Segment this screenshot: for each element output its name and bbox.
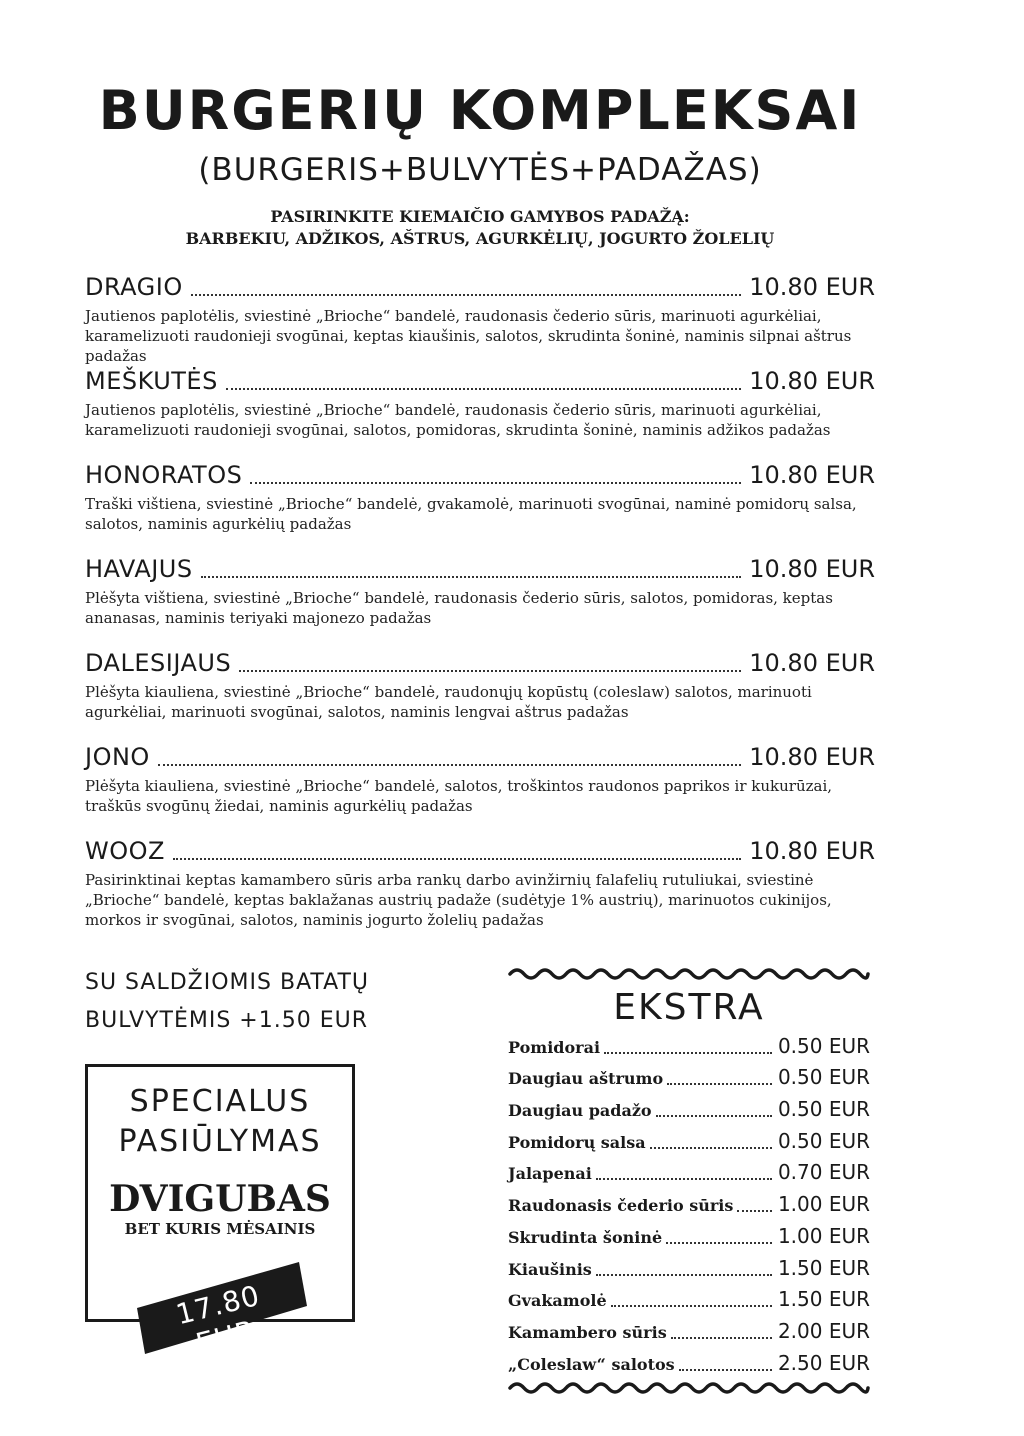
item-price: 10.80 EUR	[749, 461, 875, 489]
menu-item-honoratos	[85, 456, 875, 550]
ekstra-name: Pomidorų salsa	[508, 1132, 646, 1152]
ekstra-row	[508, 1185, 870, 1217]
dot-leader	[191, 293, 742, 296]
ekstra-price: 1.50 EUR	[777, 1287, 870, 1312]
sauce-line-1: PASIRINKITE KIEMAIČIO GAMYBOS PADAŽĄ:	[270, 207, 690, 226]
ekstra-price: 1.00 EUR	[777, 1223, 870, 1248]
ekstra-price: 2.00 EUR	[777, 1318, 870, 1343]
dot-leader	[239, 669, 741, 672]
item-price: 10.80 EUR	[749, 649, 875, 677]
page-subtitle: (BURGERIS+BULVYTĖS+PADAŽAS)	[198, 152, 762, 188]
menu-item-wooz	[85, 832, 875, 929]
item-description: Traški vištiena, sviestinė „Brioche“ bandelė, gvakamolė, marinuoti svogūnai, naminė pomidorų salsa, salotos, naminis agurkėlių padažas	[85, 495, 857, 533]
special-offer-line-1: SPECIALUS	[129, 1084, 311, 1119]
ekstra-row	[508, 1249, 870, 1281]
wave-divider-top	[508, 964, 870, 984]
ekstra-name: Daugiau padažo	[508, 1101, 652, 1121]
dot-leader	[201, 575, 742, 578]
special-price-tag	[137, 1262, 307, 1361]
dot-leader	[611, 1305, 772, 1307]
ekstra-price: 1.00 EUR	[777, 1192, 870, 1217]
menu-item-dragio	[85, 268, 875, 365]
ekstra-price: 1.50 EUR	[777, 1255, 870, 1280]
ekstra-row	[508, 1217, 870, 1249]
dot-leader	[604, 1052, 772, 1054]
dot-leader	[158, 763, 741, 766]
ekstra-name: Raudonasis čederio sūris	[508, 1196, 734, 1216]
ekstra-price: 0.50 EUR	[777, 1065, 870, 1090]
ekstra-price: 0.50 EUR	[777, 1097, 870, 1122]
item-name: HAVAJUS	[85, 555, 193, 583]
item-description: Pasirinktinai keptas kamambero sūris arba rankų darbo avinžirnių falafelių rutuliukai, sviestinė „Brioche“ bandelė, keptas baklažanas austrių padaže (sudėtyje 1% austrių), marinuotos cukinijos, morkos ir svogūnai, salotos, naminis jogurto žolelių padažas	[85, 871, 832, 929]
menu-item-dalesijaus	[85, 644, 875, 738]
ekstra-row	[508, 1281, 870, 1313]
dot-leader	[679, 1369, 772, 1371]
item-description: Plėšyta kiauliena, sviestinė „Brioche“ bandelė, raudonųjų kopūstų (coleslaw) salotos, marinuoti agurkėliai, marinuoti svogūnai, salotos, naminis lengvai aštrus padažas	[85, 683, 812, 721]
dot-leader	[737, 1210, 772, 1212]
dot-leader	[667, 1083, 772, 1085]
special-offer-line-2: PASIŪLYMAS	[118, 1124, 322, 1159]
ekstra-price: 2.50 EUR	[777, 1350, 870, 1375]
ekstra-name: „Coleslaw“ salotos	[508, 1354, 675, 1374]
dot-leader	[666, 1242, 772, 1244]
item-price: 10.80 EUR	[749, 743, 875, 771]
dot-leader	[226, 387, 741, 390]
dot-leader	[173, 857, 741, 860]
special-offer-headline: DVIGUBAS	[109, 1178, 331, 1220]
dot-leader	[650, 1147, 772, 1149]
item-description: Jautienos paplotėlis, sviestinė „Brioche“ bandelė, raudonasis čederio sūris, marinuoti agurkėliai, karamelizuoti raudonieji svogūnai, salotos, pomidoras, skrudinta šoninė, naminis adžikos padažas	[85, 401, 831, 439]
item-description: Plėšyta kiauliena, sviestinė „Brioche“ bandelė, salotos, troškintos raudonos paprikos ir kukurūzai, traškūs svogūnų žiedai, naminis agurkėlių padažas	[85, 777, 833, 815]
sweet-potato-line-2: BULVYTĖMIS +1.50 EUR	[85, 1008, 368, 1033]
wave-divider-bottom	[508, 1378, 870, 1398]
ekstra-row	[508, 1312, 870, 1344]
ekstra-name: Kiaušinis	[508, 1259, 592, 1279]
item-price: 10.80 EUR	[749, 555, 875, 583]
item-name: DRAGIO	[85, 273, 183, 301]
dot-leader	[656, 1115, 772, 1117]
ekstra-row	[508, 1344, 870, 1376]
item-price: 10.80 EUR	[749, 273, 875, 301]
item-price: 10.80 EUR	[749, 367, 875, 395]
ekstra-row	[508, 1027, 870, 1059]
dot-leader	[250, 481, 741, 484]
ekstra-name: Skrudinta šoninė	[508, 1227, 663, 1247]
ekstra-name: Kamambero sūris	[508, 1322, 667, 1342]
dot-leader	[596, 1274, 772, 1276]
page-title: BURGERIŲ KOMPLEKSAI	[98, 79, 862, 142]
ekstra-price: 0.50 EUR	[777, 1033, 870, 1058]
sweet-potato-line-1: SU SALDŽIOMIS BATATŲ	[85, 970, 370, 995]
dot-leader	[596, 1178, 772, 1180]
ekstra-name: Daugiau aštrumo	[508, 1069, 664, 1089]
ekstra-list	[508, 1027, 870, 1376]
menu-item-jono	[85, 738, 875, 832]
special-offer-subline: BET KURIS MĖSAINIS	[124, 1220, 316, 1238]
ekstra-row	[508, 1090, 870, 1122]
item-name: DALESIJAUS	[85, 649, 232, 677]
ekstra-name: Gvakamolė	[508, 1291, 607, 1311]
ekstra-row	[508, 1122, 870, 1154]
special-price: 17.80 EUR	[172, 1278, 264, 1361]
sweet-potato-note	[85, 964, 385, 1040]
ekstra-title: EKSTRA	[613, 987, 765, 1028]
ekstra-price: 0.50 EUR	[777, 1128, 870, 1153]
item-price: 10.80 EUR	[749, 837, 875, 865]
sauce-info	[0, 206, 960, 250]
ekstra-price: 0.70 EUR	[777, 1160, 870, 1185]
ekstra-row	[508, 1154, 870, 1186]
sauce-line-2: BARBEKIU, ADŽIKOS, AŠTRUS, AGURKĖLIŲ, JOGURTO ŽOLELIŲ	[185, 229, 775, 248]
dot-leader	[671, 1337, 772, 1339]
ekstra-row	[508, 1059, 870, 1091]
menu-item-meskutes	[85, 362, 875, 456]
item-name: JONO	[85, 743, 150, 771]
menu-item-havajus	[85, 550, 875, 644]
burger-list	[85, 268, 875, 929]
item-name: HONORATOS	[85, 461, 243, 489]
ekstra-name: Pomidorai	[508, 1037, 601, 1057]
ekstra-name: Jalapenai	[508, 1164, 592, 1184]
item-name: WOOZ	[85, 837, 165, 865]
item-description: Plėšyta vištiena, sviestinė „Brioche“ bandelė, raudonasis čederio sūris, salotos, pomidoras, keptas ananasas, naminis teriyaki majonezo padažas	[85, 589, 833, 627]
item-name: MEŠKUTĖS	[85, 367, 218, 395]
item-description: Jautienos paplotėlis, sviestinė „Brioche“ bandelė, raudonasis čederio sūris, marinuoti agurkėliai, karamelizuoti raudonieji svogūnai, keptas kiaušinis, salotos, skrudinta šoninė, naminis silpnai aštrus padažas	[85, 307, 852, 365]
